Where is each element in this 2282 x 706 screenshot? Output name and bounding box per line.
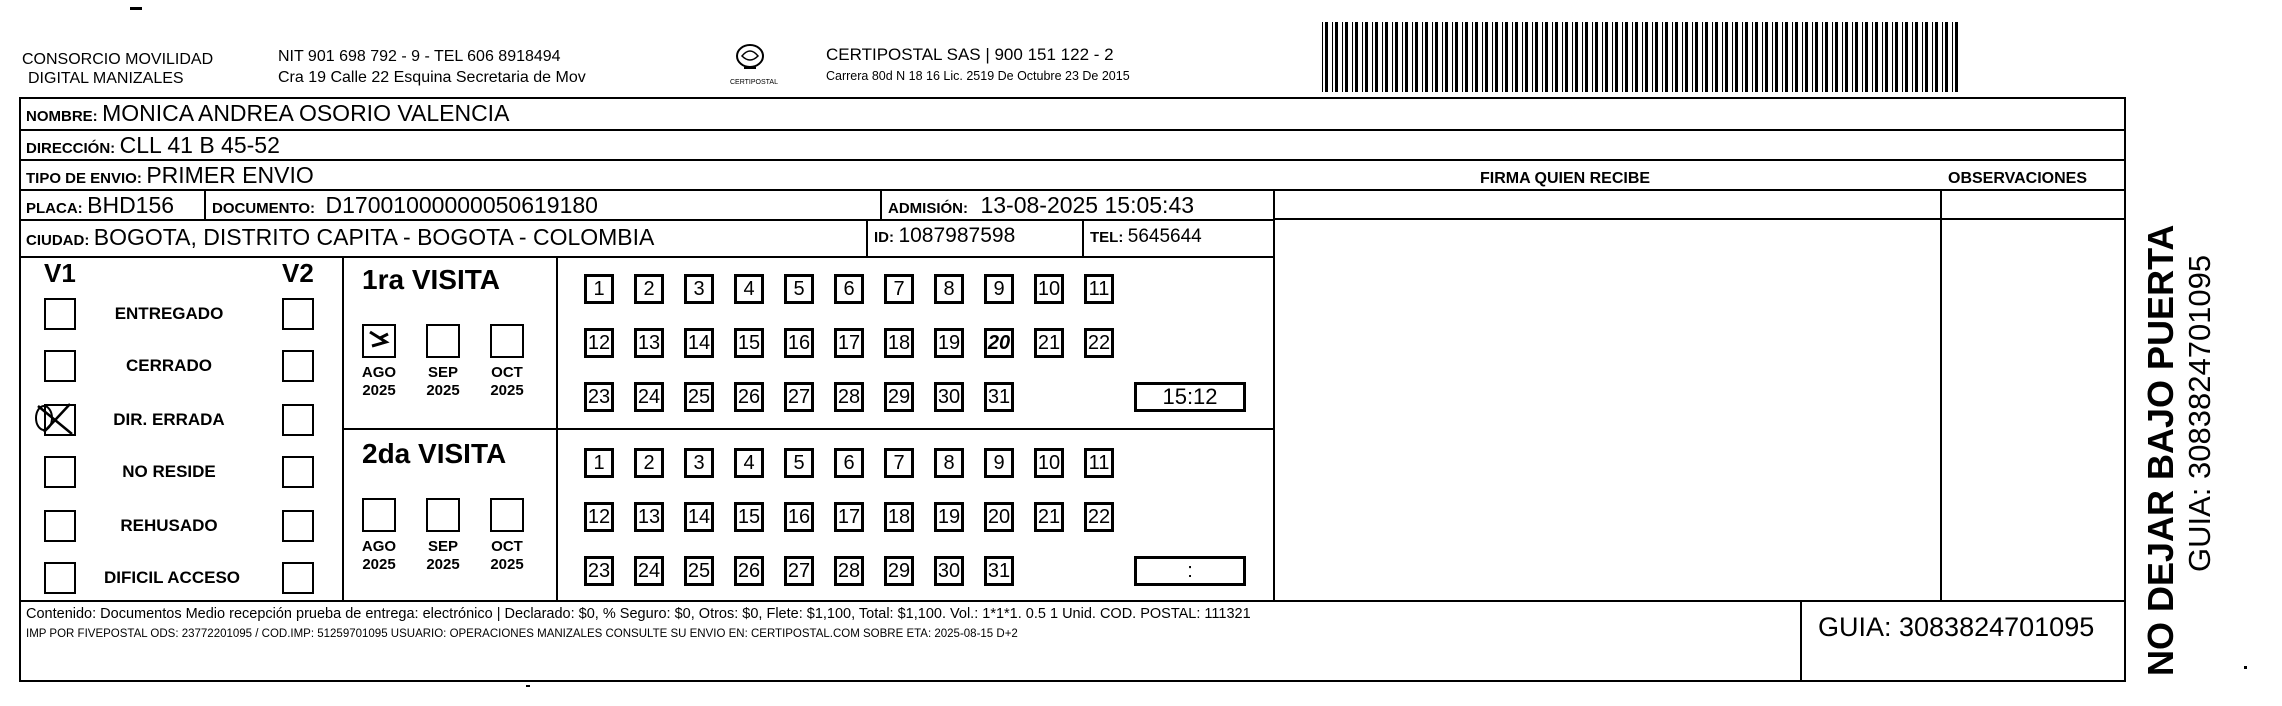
barcode-bar (1745, 22, 1748, 92)
tipo-envio-label: TIPO DE ENVIO: (26, 170, 142, 187)
day-box[interactable]: 17 (834, 502, 864, 532)
barcode-bar (1585, 22, 1588, 92)
status-label: DIR. ERRADA (113, 410, 225, 429)
barcode-bar (1502, 22, 1503, 92)
year-label: 2025 (426, 556, 460, 573)
v2-checkbox[interactable] (282, 404, 314, 436)
visit-title: 2da VISITA (362, 438, 507, 469)
barcode-bar (1395, 22, 1398, 92)
month-checkbox[interactable] (362, 324, 396, 358)
barcode (1322, 22, 1967, 92)
barcode-bar (1432, 22, 1433, 92)
day-box[interactable]: 13 (634, 328, 664, 358)
day-box[interactable]: 9 (984, 274, 1014, 304)
day-box[interactable]: 31 (984, 382, 1014, 412)
month-checkbox[interactable] (490, 498, 524, 532)
v1-checkbox[interactable] (44, 510, 76, 542)
v2-checkbox[interactable] (282, 562, 314, 594)
v1-checkbox[interactable] (44, 350, 76, 382)
day-box[interactable]: 26 (734, 556, 764, 586)
barcode-bar (1695, 22, 1698, 92)
placa-value: BHD156 (87, 192, 175, 218)
barcode-bar (1545, 22, 1548, 92)
barcode-bar (1775, 22, 1778, 92)
barcode-bar (1682, 22, 1683, 92)
day-box[interactable]: 23 (584, 556, 614, 586)
barcode-bar (1785, 22, 1788, 92)
barcode-bar (1922, 22, 1923, 92)
barcode-bar (1635, 22, 1638, 92)
day-box[interactable]: 31 (984, 556, 1014, 586)
barcode-bar (1822, 22, 1823, 92)
stray-mark (130, 7, 142, 10)
day-box[interactable]: 15 (734, 328, 764, 358)
day-box[interactable]: 4 (734, 274, 764, 304)
barcode-bar (1872, 22, 1873, 92)
barcode-bar (1482, 22, 1483, 92)
v1-label: V1 (44, 258, 76, 288)
day-box[interactable]: 16 (784, 502, 814, 532)
barcode-bar (1865, 22, 1868, 92)
barcode-bar (1645, 22, 1648, 92)
day-box[interactable]: 7 (884, 448, 914, 478)
day-box[interactable]: 11 (1084, 448, 1114, 478)
v1-checkbox[interactable] (44, 298, 76, 330)
barcode-bar (1912, 22, 1913, 92)
barcode-bar (1332, 22, 1333, 92)
month-checkbox[interactable] (426, 498, 460, 532)
barcode-bar (1582, 22, 1583, 92)
barcode-bar (1765, 22, 1768, 92)
day-box[interactable]: 2 (634, 448, 664, 478)
barcode-bar (1885, 22, 1888, 92)
placa-label: PLACA: (26, 200, 83, 217)
barcode-bar (1452, 22, 1453, 92)
day-box[interactable]: 30 (934, 382, 964, 412)
barcode-bar (1662, 22, 1663, 92)
barcode-bar (1875, 22, 1878, 92)
year-label: 2025 (490, 382, 524, 399)
time-box[interactable]: 15:12 (1134, 382, 1246, 412)
day-box[interactable]: 10 (1034, 274, 1064, 304)
ciudad-label: CIUDAD: (26, 232, 90, 249)
id-label: ID: (874, 229, 894, 246)
barcode-bar (1782, 22, 1783, 92)
day-box[interactable]: 24 (634, 382, 664, 412)
day-box[interactable]: 1 (584, 274, 614, 304)
side-guia: GUIA: 3083824701095 (2182, 254, 2217, 572)
day-box[interactable]: 6 (834, 448, 864, 478)
barcode-bar (1382, 22, 1383, 92)
v2-checkbox[interactable] (282, 298, 314, 330)
day-box[interactable]: 21 (1034, 328, 1064, 358)
day-box[interactable]: 30 (934, 556, 964, 586)
day-box[interactable]: 20 (984, 328, 1014, 358)
barcode-bar (1802, 22, 1803, 92)
barcode-bar (1492, 22, 1493, 92)
day-box[interactable]: 25 (684, 556, 714, 586)
barcode-bar (1832, 22, 1833, 92)
day-box[interactable]: 28 (834, 382, 864, 412)
visit-title: 1ra VISITA (362, 264, 500, 295)
day-box[interactable]: 24 (634, 556, 664, 586)
day-box[interactable]: 21 (1034, 502, 1064, 532)
barcode-bar (1505, 22, 1508, 92)
barcode-bar (1692, 22, 1693, 92)
barcode-bar (1495, 22, 1498, 92)
day-box[interactable]: 12 (584, 502, 614, 532)
footer-contenido: Contenido: Documentos Medio recepción prueba de entrega: electrónico | Declarado: $0, % Seguro: $0, Otros: $0, Flete: $1,100, Total: $1,100. Vol.: 1*1*1. 0.5 1 Unid. COD. POSTAL: 111321 (26, 606, 1251, 622)
day-box[interactable]: 20 (984, 502, 1014, 532)
documento-value: D17001000000050619180 (325, 192, 598, 218)
barcode-bar (1362, 22, 1363, 92)
barcode-bar (1335, 22, 1338, 92)
barcode-bar (1902, 22, 1903, 92)
barcode-bar (1325, 22, 1328, 92)
barcode-bar (1842, 22, 1843, 92)
barcode-bar (1472, 22, 1473, 92)
company-name-line1: CONSORCIO MOVILIDAD (22, 51, 214, 68)
barcode-bar (1815, 22, 1818, 92)
carrier-address: Carrera 80d N 18 16 Lic. 2519 De Octubre 23 De 2015 (826, 69, 1130, 83)
barcode-bar (1652, 22, 1653, 92)
year-label: 2025 (362, 556, 396, 573)
barcode-bar (1882, 22, 1883, 92)
day-box[interactable]: 29 (884, 382, 914, 412)
barcode-bar (1762, 22, 1763, 92)
barcode-bar (1562, 22, 1563, 92)
barcode-bar (1675, 22, 1678, 92)
barcode-bar (1425, 22, 1428, 92)
month-label: SEP (427, 538, 458, 555)
day-box[interactable]: 22 (1084, 328, 1114, 358)
barcode-bar (1342, 22, 1343, 92)
barcode-bar (1565, 22, 1568, 92)
barcode-bar (1735, 22, 1738, 92)
barcode-bar (1442, 22, 1443, 92)
tel-label: TEL: (1090, 229, 1124, 246)
tel-value: 5645644 (1127, 226, 1202, 247)
barcode-bar (1895, 22, 1898, 92)
v1-checkbox[interactable] (44, 404, 76, 436)
day-box[interactable]: 17 (834, 328, 864, 358)
day-box[interactable]: 16 (784, 328, 814, 358)
nombre-value: MONICA ANDREA OSORIO VALENCIA (102, 100, 510, 126)
barcode-bar (1945, 22, 1948, 92)
barcode-bar (1372, 22, 1373, 92)
day-box[interactable]: 27 (784, 556, 814, 586)
barcode-bar (1835, 22, 1838, 92)
day-box[interactable]: 1 (584, 448, 614, 478)
observaciones-label: OBSERVACIONES (1948, 170, 2087, 187)
day-box[interactable]: 18 (884, 328, 914, 358)
barcode-bar (1412, 22, 1413, 92)
status-label: ENTREGADO (114, 304, 224, 323)
form-border (19, 97, 2126, 682)
day-box[interactable]: 9 (984, 448, 1014, 478)
direccion-value: CLL 41 B 45-52 (119, 132, 280, 158)
barcode-bar (1555, 22, 1558, 92)
barcode-bar (1552, 22, 1553, 92)
barcode-bar (1702, 22, 1703, 92)
v2-checkbox[interactable] (282, 456, 314, 488)
barcode-bar (1385, 22, 1388, 92)
certipostal-logo-icon (730, 42, 778, 86)
year-label: 2025 (362, 382, 396, 399)
company-address: Cra 19 Calle 22 Esquina Secretaria de Mov (278, 69, 586, 86)
barcode-bar (1915, 22, 1918, 92)
time-box[interactable]: : (1134, 556, 1246, 586)
barcode-bar (1345, 22, 1348, 92)
day-box[interactable]: 14 (684, 328, 714, 358)
barcode-bar (1542, 22, 1543, 92)
barcode-bar (1515, 22, 1518, 92)
year-label: 2025 (490, 556, 524, 573)
day-box[interactable]: 23 (584, 382, 614, 412)
day-box[interactable]: 14 (684, 502, 714, 532)
v1-checkbox[interactable] (44, 562, 76, 594)
day-box[interactable]: 5 (784, 274, 814, 304)
barcode-bar (1715, 22, 1718, 92)
barcode-bar (1592, 22, 1593, 92)
barcode-bar (1375, 22, 1378, 92)
company-name-line2: DIGITAL MANIZALES (28, 70, 184, 87)
barcode-bar (1952, 22, 1953, 92)
barcode-bar (1642, 22, 1643, 92)
day-box[interactable]: 28 (834, 556, 864, 586)
barcode-bar (1615, 22, 1618, 92)
barcode-bar (1512, 22, 1513, 92)
day-box[interactable]: 10 (1034, 448, 1064, 478)
day-box[interactable]: 12 (584, 328, 614, 358)
barcode-bar (1932, 22, 1933, 92)
barcode-bar (1722, 22, 1723, 92)
barcode-bar (1455, 22, 1458, 92)
day-box[interactable]: 18 (884, 502, 914, 532)
barcode-bar (1685, 22, 1688, 92)
barcode-bar (1575, 22, 1578, 92)
company-nit: NIT 901 698 792 - 9 - TEL 606 8918494 (278, 48, 561, 65)
tipo-envio-value: PRIMER ENVIO (146, 162, 314, 188)
barcode-bar (1532, 22, 1533, 92)
barcode-bar (1925, 22, 1928, 92)
day-box[interactable]: 3 (684, 274, 714, 304)
barcode-bar (1422, 22, 1423, 92)
direccion-label: DIRECCIÓN: (26, 140, 116, 157)
barcode-bar (1625, 22, 1628, 92)
barcode-bar (1462, 22, 1463, 92)
barcode-bar (1852, 22, 1853, 92)
v2-label: V2 (282, 258, 314, 288)
barcode-bar (1672, 22, 1673, 92)
barcode-bar (1812, 22, 1813, 92)
barcode-bar (1942, 22, 1943, 92)
barcode-bar (1485, 22, 1488, 92)
barcode-bar (1445, 22, 1448, 92)
barcode-bar (1632, 22, 1633, 92)
barcode-bar (1392, 22, 1393, 92)
v1-checkbox[interactable] (44, 456, 76, 488)
day-box[interactable]: 22 (1084, 502, 1114, 532)
admision-label: ADMISIÓN: (888, 200, 968, 217)
day-box[interactable]: 2 (634, 274, 664, 304)
barcode-bar (1732, 22, 1733, 92)
day-box[interactable]: 6 (834, 274, 864, 304)
barcode-bar (1602, 22, 1603, 92)
barcode-bar (1465, 22, 1468, 92)
barcode-bar (1655, 22, 1658, 92)
nombre-label: NOMBRE: (26, 108, 98, 125)
barcode-bar (1665, 22, 1668, 92)
barcode-bar (1612, 22, 1613, 92)
day-box[interactable]: 8 (934, 448, 964, 478)
barcode-bar (1605, 22, 1608, 92)
barcode-bar (1805, 22, 1808, 92)
barcode-bar (1792, 22, 1793, 92)
stray-dot (526, 685, 530, 687)
barcode-bar (1622, 22, 1623, 92)
barcode-bar (1522, 22, 1523, 92)
barcode-bar (1355, 22, 1358, 92)
barcode-bar (1402, 22, 1403, 92)
firma-label: FIRMA QUIEN RECIBE (1480, 170, 1651, 187)
day-box[interactable]: 15 (734, 502, 764, 532)
footer-imp: IMP POR FIVEPOSTAL ODS: 23772201095 / COD.IMP: 51259701095 USUARIO: OPERACIONES MANIZALES CONSULTE SU ENVIO EN: CERTIPOSTAL.COM SOBRE ETA: 2025-08-15 D+2 (26, 628, 1018, 640)
month-checkbox[interactable] (426, 324, 460, 358)
barcode-bar (1845, 22, 1848, 92)
day-box[interactable]: 13 (634, 502, 664, 532)
barcode-bar (1712, 22, 1713, 92)
day-box[interactable]: 11 (1084, 274, 1114, 304)
admision-value: 13-08-2025 15:05:43 (980, 192, 1195, 218)
month-label: OCT (491, 538, 523, 555)
stray-dot (2244, 666, 2247, 669)
barcode-bar (1825, 22, 1828, 92)
status-label: CERRADO (126, 356, 212, 375)
day-box[interactable]: 26 (734, 382, 764, 412)
barcode-bar (1572, 22, 1573, 92)
barcode-bar (1742, 22, 1743, 92)
barcode-bar (1415, 22, 1418, 92)
year-label: 2025 (426, 382, 460, 399)
barcode-bar (1435, 22, 1438, 92)
barcode-bar (1595, 22, 1598, 92)
documento-label: DOCUMENTO: (212, 200, 316, 217)
day-box[interactable]: 8 (934, 274, 964, 304)
day-box[interactable]: 27 (784, 382, 814, 412)
barcode-bar (1892, 22, 1893, 92)
v2-checkbox[interactable] (282, 350, 314, 382)
barcode-bar (1955, 22, 1958, 92)
day-box[interactable]: 5 (784, 448, 814, 478)
day-box[interactable]: 19 (934, 502, 964, 532)
barcode-bar (1855, 22, 1858, 92)
month-label: OCT (491, 364, 523, 381)
barcode-bar (1752, 22, 1753, 92)
day-box[interactable]: 3 (684, 448, 714, 478)
id-value: 1087987598 (898, 224, 1016, 247)
barcode-bar (1905, 22, 1908, 92)
barcode-bar (1405, 22, 1408, 92)
day-box[interactable]: 7 (884, 274, 914, 304)
barcode-bar (1755, 22, 1758, 92)
barcode-bar (1352, 22, 1353, 92)
month-label: AGO (361, 364, 397, 381)
day-box[interactable]: 4 (734, 448, 764, 478)
status-label: NO RESIDE (122, 462, 216, 481)
day-box[interactable]: 29 (884, 556, 914, 586)
barcode-bar (1935, 22, 1938, 92)
barcode-bar (1795, 22, 1798, 92)
v2-checkbox[interactable] (282, 510, 314, 542)
barcode-bar (1475, 22, 1478, 92)
carrier-name: CERTIPOSTAL SAS | 900 151 122 - 2 (826, 45, 1114, 64)
status-label: DIFICIL ACCESO (104, 568, 241, 587)
month-label: AGO (361, 538, 397, 555)
month-checkbox[interactable] (490, 324, 524, 358)
side-warning: NO DEJAR BAJO PUERTA (2140, 224, 2181, 676)
month-checkbox[interactable] (362, 498, 396, 532)
barcode-bar (1772, 22, 1773, 92)
barcode-bar (1525, 22, 1528, 92)
footer-guia: GUIA: 3083824701095 (1818, 612, 2095, 642)
barcode-bar (1705, 22, 1708, 92)
barcode-bar (1535, 22, 1538, 92)
barcode-bar (1725, 22, 1728, 92)
barcode-bar (1862, 22, 1863, 92)
logo-caption: CERTIPOSTAL (730, 79, 778, 86)
barcode-bar (1322, 22, 1323, 92)
ciudad-value: BOGOTA, DISTRITO CAPITA - BOGOTA - COLOMBIA (93, 224, 655, 250)
month-label: SEP (427, 364, 458, 381)
status-label: REHUSADO (120, 516, 218, 535)
day-box[interactable]: 19 (934, 328, 964, 358)
barcode-bar (1365, 22, 1368, 92)
day-box[interactable]: 25 (684, 382, 714, 412)
